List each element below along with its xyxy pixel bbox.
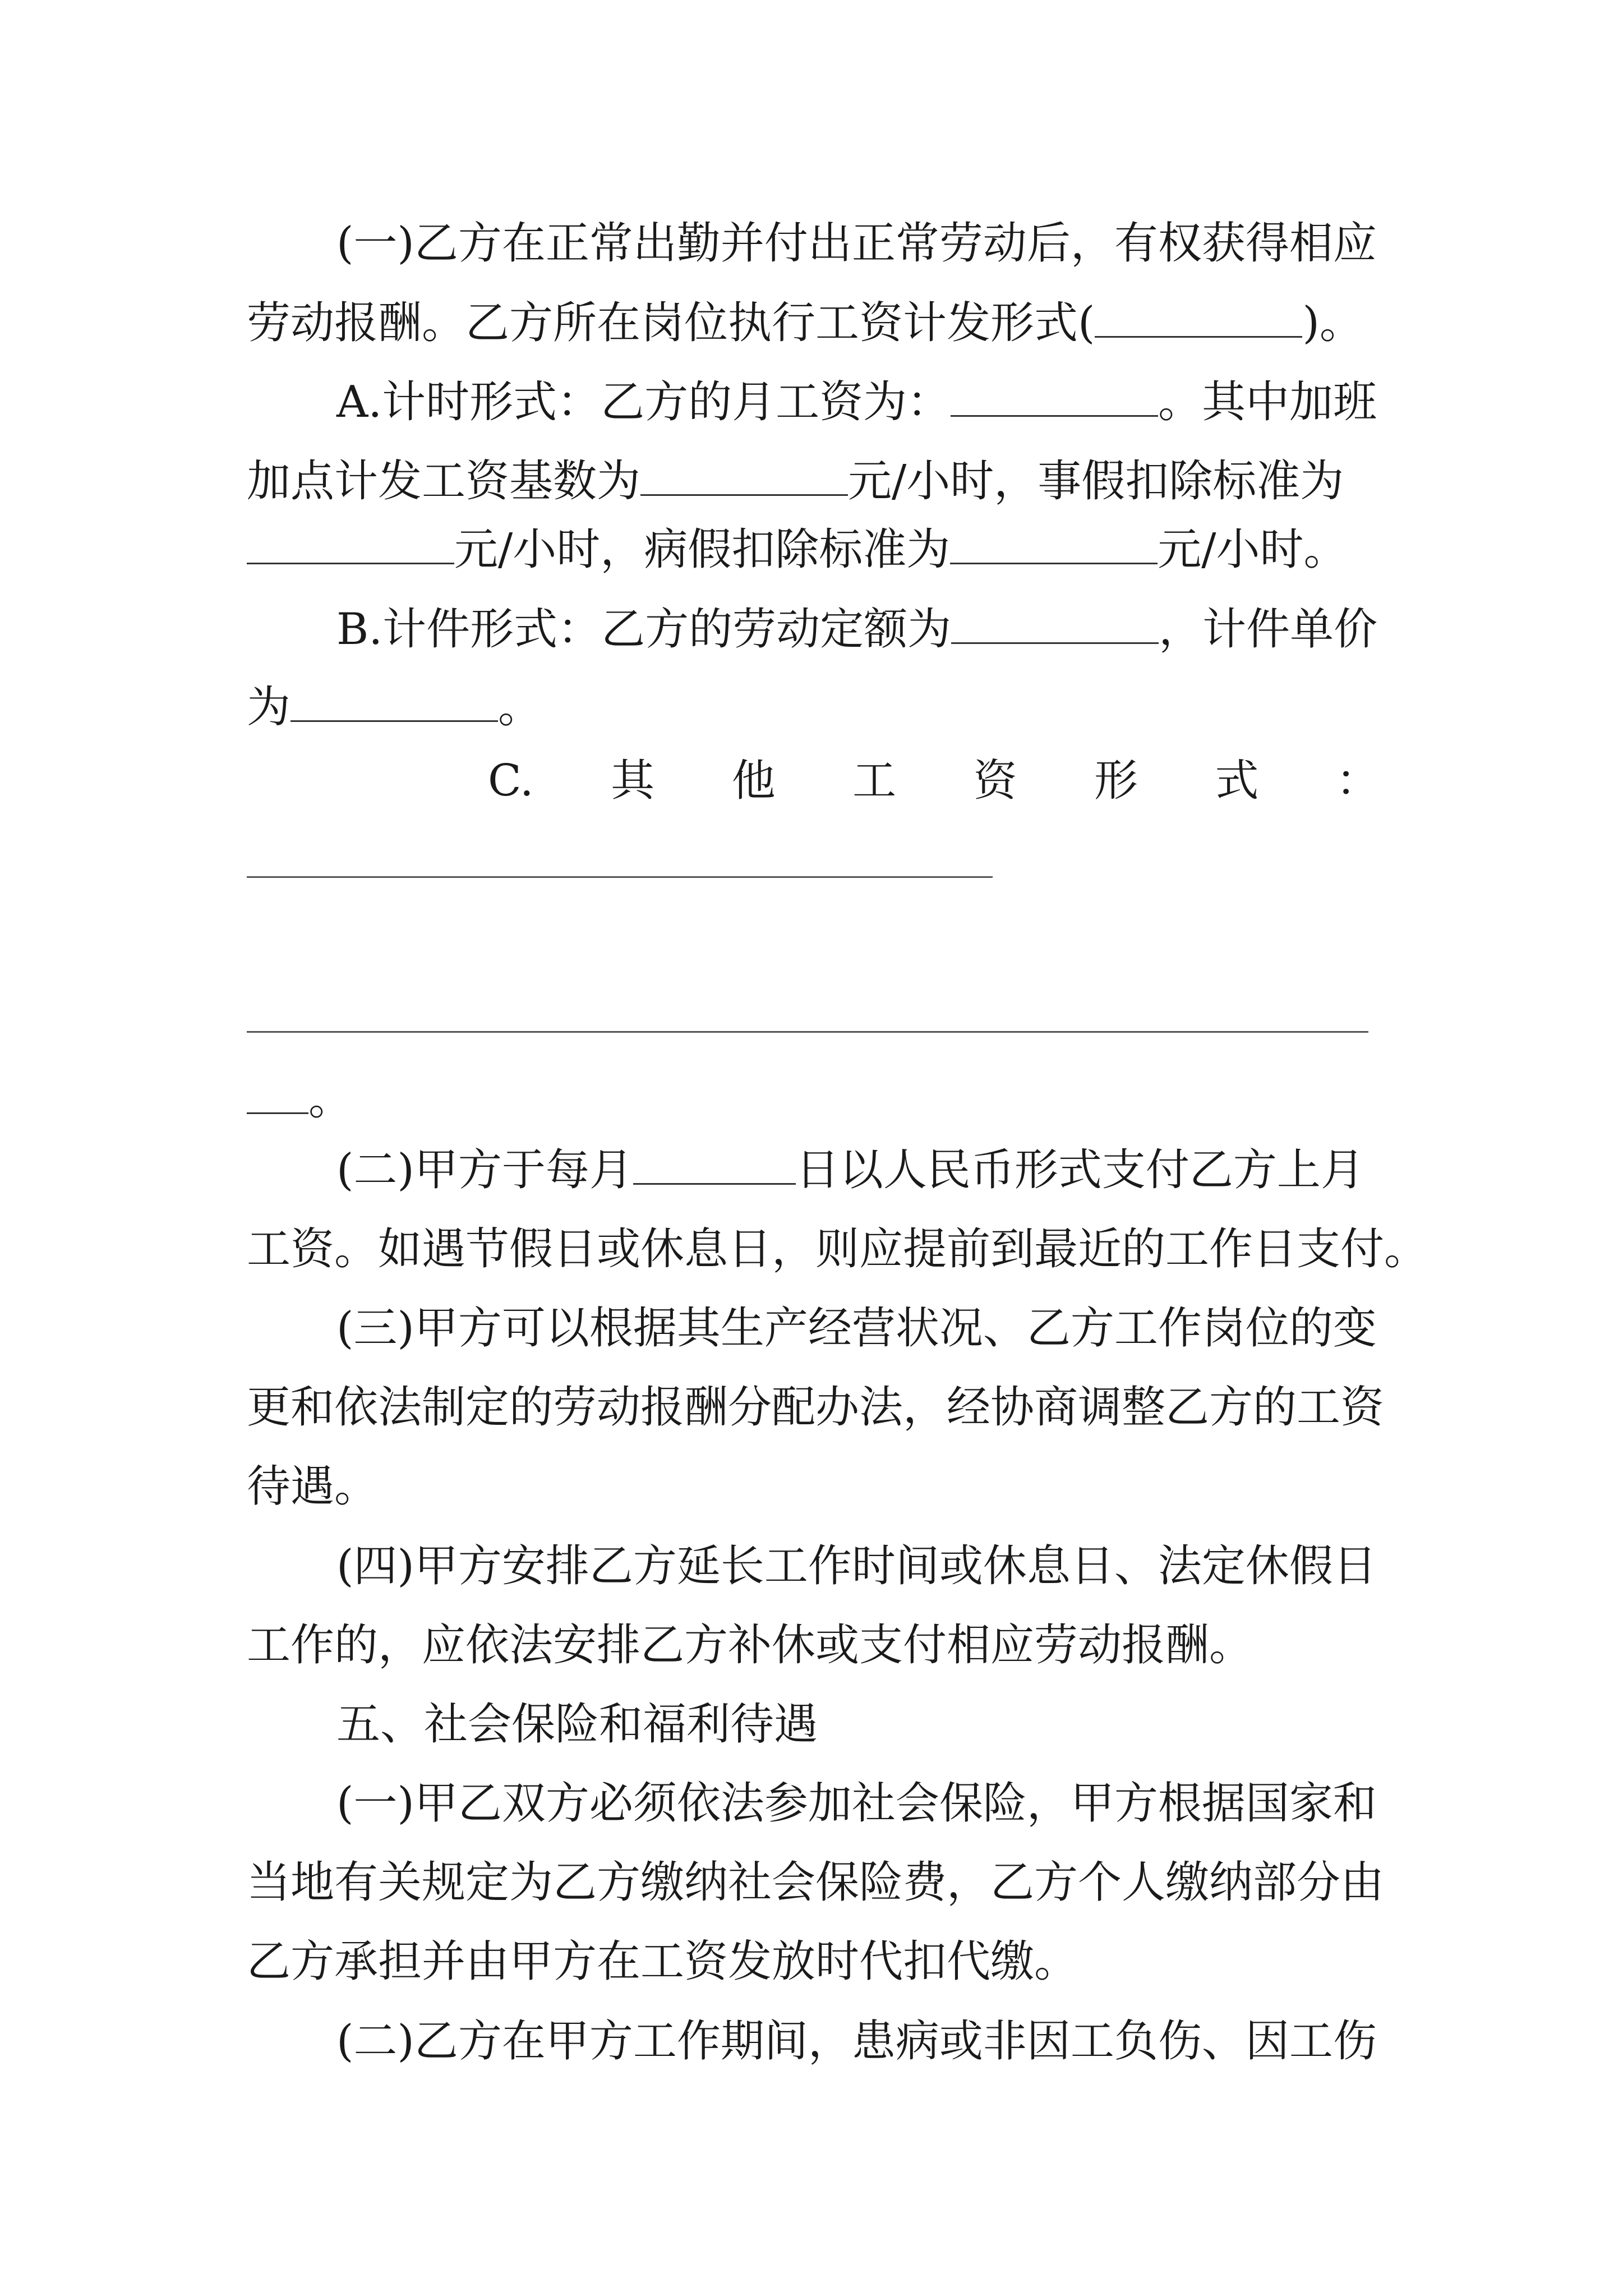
s5p1-line2 — [247, 1855, 1384, 1911]
text: 为 — [247, 682, 291, 733]
text: 加点计发工资基数为 — [247, 456, 641, 507]
s5p1-line3 — [247, 1934, 1078, 1990]
text: 日以人民币形式支付乙方上月 — [795, 1145, 1364, 1195]
pC-heading — [488, 753, 1380, 809]
text: )。 — [1302, 298, 1363, 348]
char: 资 — [973, 756, 1017, 806]
p3-line3 — [247, 1458, 378, 1515]
char: ： — [1335, 756, 1380, 806]
fill-in-blank[interactable] — [247, 1075, 308, 1114]
section-heading: 五、社会保险和福利待遇 — [336, 1699, 818, 1750]
text: (一)甲乙双方必须依法参加社会保险，甲方根据国家和 — [336, 1778, 1377, 1829]
text: (一)乙方在正常出勤并付出正常劳动后，有权获得相应 — [336, 218, 1377, 269]
section-5-title — [336, 1696, 818, 1752]
fill-in-blank[interactable] — [951, 605, 1159, 644]
text: 。 — [308, 1074, 353, 1125]
fill-in-blank[interactable] — [633, 1146, 796, 1185]
text: (二)乙方在甲方工作期间，患病或非因工负伤、因工伤 — [336, 2016, 1377, 2067]
text: 。其中加班 — [1158, 377, 1377, 427]
fill-in-rule[interactable] — [247, 876, 993, 878]
text: (二)甲方于每月 — [336, 1145, 633, 1195]
pB-line2 — [247, 679, 542, 735]
p4-line2 — [247, 1617, 1253, 1673]
fill-in-blank[interactable] — [640, 457, 848, 496]
char: C. — [488, 756, 534, 806]
pB-line1 — [336, 601, 1377, 657]
p4-line1 — [336, 1538, 1377, 1594]
text: 元/小时，病假扣除标准为 — [454, 524, 951, 575]
p1-line1 — [336, 215, 1377, 272]
text: 。 — [498, 682, 542, 733]
s5p1-line1 — [336, 1775, 1377, 1832]
fill-in-blank[interactable] — [247, 526, 454, 564]
char: 其 — [611, 756, 655, 806]
text: 乙方承担并由甲方在工资发放时代扣代缴。 — [247, 1936, 1078, 1987]
pA-line3 — [247, 522, 1348, 578]
text: 元/小时。 — [1158, 524, 1348, 575]
text: A.计时形式：乙方的月工资为： — [336, 377, 951, 427]
fill-in-blank[interactable] — [291, 683, 498, 722]
s5p2-line1 — [336, 2013, 1377, 2069]
text: 待遇。 — [247, 1461, 379, 1512]
p2-line2 — [247, 1221, 1428, 1277]
p3-line1 — [336, 1300, 1377, 1356]
fill-in-blank[interactable] — [1095, 299, 1302, 338]
fill-in-blank[interactable] — [950, 526, 1158, 564]
fill-in-rule[interactable] — [247, 1031, 1368, 1033]
text: ，计件单价 — [1159, 604, 1378, 655]
text: 更和依法制定的劳动报酬分配办法，经协商调整乙方的工资 — [247, 1382, 1385, 1433]
text: 劳动报酬。乙方所在岗位执行工资计发形式( — [247, 298, 1095, 348]
char: 工 — [852, 756, 897, 806]
p3-line2 — [247, 1379, 1384, 1435]
text: 工资。如遇节假日或休息日，则应提前到最近的工作日支付。 — [247, 1224, 1428, 1274]
text: 工作的，应依法安排乙方补休或支付相应劳动报酬。 — [247, 1620, 1253, 1671]
text: (四)甲方安排乙方延长工作时间或休息日、法定休假日 — [336, 1541, 1377, 1591]
char: 式 — [1215, 756, 1259, 806]
text: 元/小时，事假扣除标准为 — [848, 456, 1344, 507]
pA-line2 — [247, 453, 1344, 509]
char: 他 — [731, 756, 776, 806]
text: 当地有关规定为乙方缴纳社会保险费，乙方个人缴纳部分由 — [247, 1857, 1385, 1908]
pA-line1 — [336, 374, 1377, 430]
text: B.计件形式：乙方的劳动定额为 — [336, 604, 952, 655]
p2-line1 — [336, 1142, 1364, 1198]
p1-line2 — [247, 295, 1363, 351]
char: 形 — [1094, 756, 1138, 806]
fill-in-blank[interactable] — [951, 378, 1158, 417]
pC-end-line — [247, 1071, 352, 1128]
text: (三)甲方可以根据其生产经营状况、乙方工作岗位的变 — [336, 1303, 1377, 1354]
